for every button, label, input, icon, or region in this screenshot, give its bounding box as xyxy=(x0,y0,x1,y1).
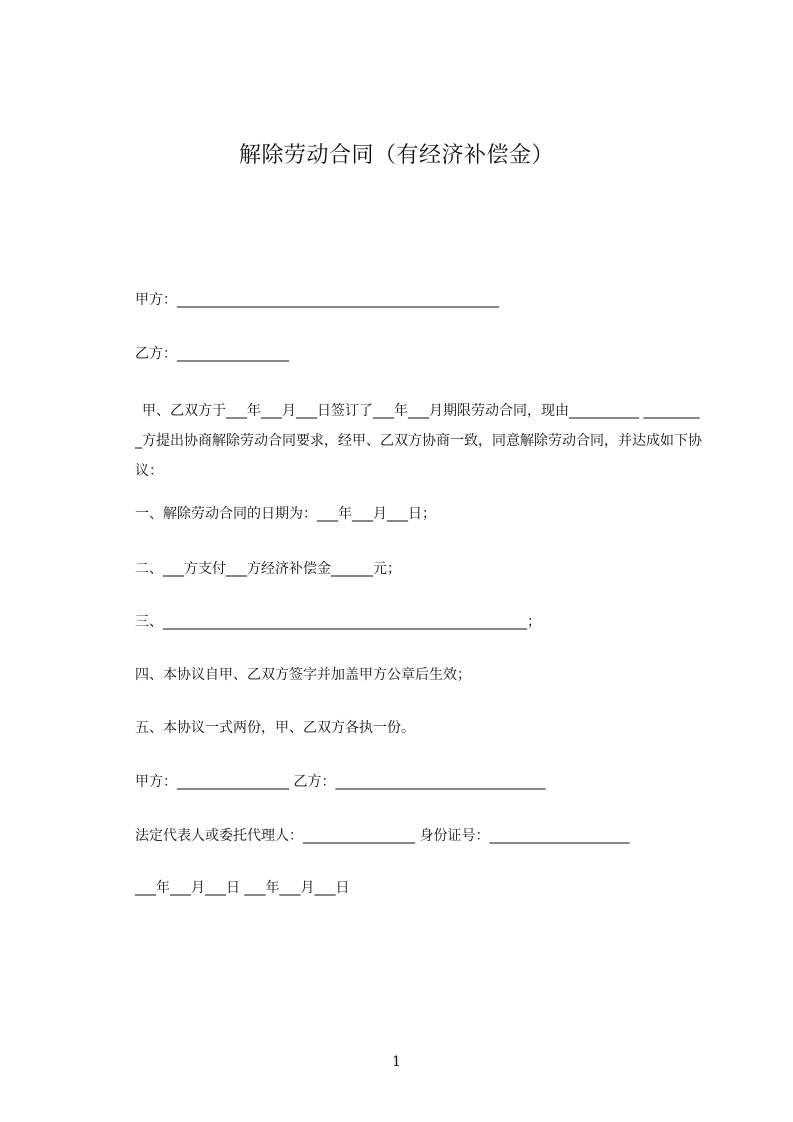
clause-4: 四、本协议自甲、乙双方签字并加盖甲方公章后生效； xyxy=(135,667,471,683)
clause-5: 五、本协议一式两份，甲、乙双方各执一份。 xyxy=(135,720,415,736)
party-a-line: 甲方：______________________________________________ xyxy=(135,292,499,308)
party-b-line: 乙方：________________ xyxy=(135,346,289,362)
clause-1: 一、解除劳动合同的日期为：___年___月___日； xyxy=(135,506,436,522)
page-number: 1 xyxy=(392,1054,401,1070)
date-line: ___年___月___日 ___年___月___日 xyxy=(135,880,350,896)
clause-3: 三、____________________________________________________； xyxy=(135,614,541,630)
signature-line: 甲方：________________ 乙方：______________________________ xyxy=(135,774,546,790)
representative-line: 法定代表人或委托代理人：________________ 身份证号：____________________ xyxy=(135,828,630,844)
intro-paragraph: 甲、乙双方于___年___月___日签订了___年___月期限劳动合同，现由__________ _________方提出协商解除劳动合同要求，经甲、乙双方协商一致，同意解除劳动合同，并达成如下协议： xyxy=(135,403,702,479)
clause-2: 二、___方支付___方经济补偿金______元； xyxy=(135,561,401,577)
document-title: 解除劳动合同（有经济补偿金） xyxy=(238,143,554,168)
